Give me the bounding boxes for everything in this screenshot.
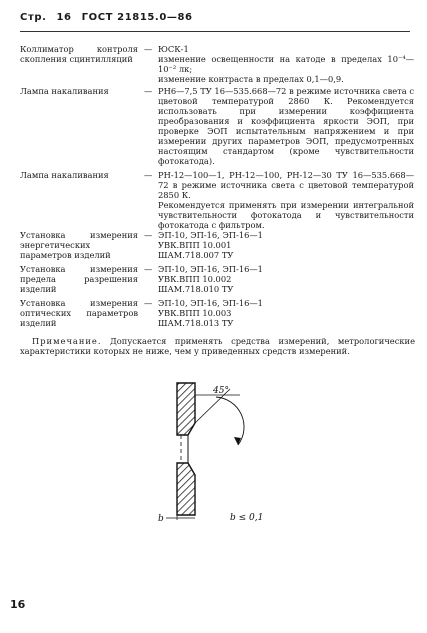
desc-line: УВК.ВПП 10.002 [158,274,232,284]
note-paragraph [20,336,415,356]
lower-section [177,463,195,515]
desc-line: УВК.ВПП 10.003 [158,308,232,318]
desc-line: изменение освещенности на катоде в пределах 10⁻⁴—10⁻² лк; [158,54,414,74]
page-number-footer: 16 [10,598,26,611]
dash: — [144,264,153,274]
equipment-term: Коллиматор контроля скопления сцинтилляций [20,44,138,64]
desc-line: Рекомендуется применять при измерении интегральной чувствительности фотокатода и чувствительности фотокатода с фильтром. [158,200,414,230]
header-rule [20,31,410,32]
desc-line: РН6—7,5 ТУ 16—535.668—72 в режиме источника света с цветовой температурой 2860 К. Рекомендуется использовать при измерении коэффициента преобразования и коэффициента яркости ЭОП, при проверке ЭОП испытательным напряжением и при измерении других параметров ЭОП, предусмотренных настоящим стандартом (кроме чувствительности фотокатода). [158,86,414,166]
page-header [20,12,203,23]
equipment-description [158,264,414,294]
angle-label: 45° [213,386,229,396]
desc-line: РН-12—100—1, РН-12—100, РН-12—30 ТУ 16—535.668—72 в режиме источника света с цветовой температурой 2850 К. [158,170,414,200]
equipment-term: Лампа накаливания [20,170,109,180]
equipment-term: Лампа накаливания [20,86,109,96]
equipment-term: Установка измерения предела разрешения изделий [20,264,138,294]
arrow-head [234,437,241,445]
dash: — [144,86,153,96]
equipment-term: Установка измерения оптических параметров изделий [20,298,138,328]
equipment-description [158,298,414,328]
page-prefix: Стр. [20,12,47,23]
desc-line: изменение контраста в пределах 0,1—0,9. [158,74,344,84]
desc-line: ЭП-10, ЭП-16, ЭП-16—1 [158,298,263,308]
angle-arc [216,397,244,445]
equipment-description [158,230,414,260]
b-label: b [158,514,164,524]
standard-code: ГОСТ 21815.0—86 [81,12,193,23]
equipment-description [158,170,414,230]
chamfer-drawing [130,375,280,525]
desc-line: ЮСК-1 [158,44,189,54]
desc-line: ШАМ.718.010 ТУ [158,284,234,294]
dash: — [144,230,153,240]
equipment-term: Установка измерения энергетических параметров изделий [20,230,138,260]
equipment-description [158,44,414,84]
b-condition: b ≤ 0,1 [230,513,264,523]
dash: — [144,298,153,308]
desc-line: ЭП-10, ЭП-16, ЭП-16—1 [158,264,263,274]
note-lead: Примечание. [32,336,102,346]
upper-section [177,383,195,435]
dash: — [144,170,153,180]
note-text: Допускается применять средства измерений, метрологические характеристики которых не ниже, чем у приведенных средств измерений. [20,336,415,356]
desc-line: ШАМ.718.007 ТУ [158,250,234,260]
desc-line: УВК.ВПП 10.001 [158,240,232,250]
page-number-header: 16 [56,12,72,23]
dash: — [144,44,153,54]
desc-line: ЭП-10, ЭП-16, ЭП-16—1 [158,230,263,240]
equipment-description [158,86,414,166]
desc-line: ШАМ.718.013 ТУ [158,318,234,328]
